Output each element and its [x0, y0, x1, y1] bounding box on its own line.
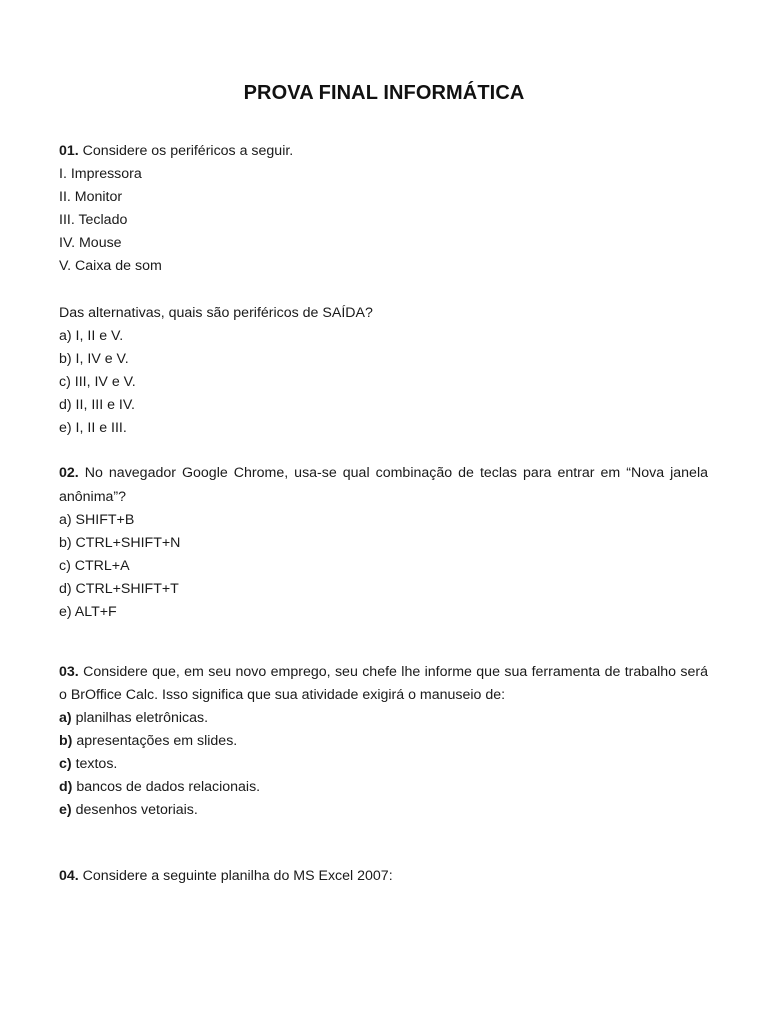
question-2-option: a) SHIFT+B — [59, 512, 135, 528]
question-1-option: c) III, IV e V. — [59, 374, 136, 390]
question-1-prompt: Das alternativas, quais são periféricos de SAÍDA? — [59, 305, 373, 321]
question-4-number: 04. — [59, 868, 79, 884]
question-2-option: e) ALT+F — [59, 604, 117, 620]
question-2-option: c) CTRL+A — [59, 558, 130, 574]
question-2-option: b) CTRL+SHIFT+N — [59, 535, 181, 551]
question-3-option-letter: b) — [59, 733, 73, 749]
question-3-option — [59, 755, 117, 773]
question-1-item: IV. Mouse — [59, 235, 122, 251]
question-3-option-text: bancos de dados relacionais. — [72, 779, 261, 795]
question-2-stem-line-2: anônima”? — [59, 489, 127, 505]
question-1-item: II. Monitor — [59, 189, 123, 205]
question-3-option — [59, 778, 260, 796]
question-3-option-letter: d) — [59, 779, 73, 795]
question-1-text: Considere os periféricos a seguir. — [78, 143, 294, 159]
question-1-option: e) I, II e III. — [59, 420, 127, 436]
question-2-text: No navegador Google Chrome, usa-se qual combinação de teclas para entrar em “Nova janela — [78, 465, 708, 481]
question-3-stem-line-1 — [59, 663, 708, 681]
page-title: PROVA FINAL INFORMÁTICA — [243, 82, 525, 104]
question-3-number: 03. — [59, 664, 79, 680]
question-1-stem — [59, 142, 293, 160]
question-1-item: V. Caixa de som — [59, 258, 162, 274]
question-2-stem-line-1 — [59, 464, 708, 482]
question-3-text: Considere que, em seu novo emprego, seu chefe lhe informe que sua ferramenta de trabalho será — [78, 664, 708, 680]
question-3-option-text: textos. — [71, 756, 118, 772]
question-1-option: b) I, IV e V. — [59, 351, 129, 367]
question-3-option — [59, 709, 208, 727]
question-3-option — [59, 801, 198, 819]
question-3-option-letter: c) — [59, 756, 72, 772]
question-3-option-letter: e) — [59, 802, 72, 818]
question-3-stem-line-2: o BrOffice Calc. Isso significa que sua atividade exigirá o manuseio de: — [59, 687, 506, 703]
question-3-option-text: desenhos vetoriais. — [71, 802, 198, 818]
question-2-number: 02. — [59, 465, 79, 481]
question-1-number: 01. — [59, 143, 79, 159]
question-3-option-letter: a) — [59, 710, 72, 726]
question-3-option-text: planilhas eletrônicas. — [71, 710, 209, 726]
question-1-option: d) II, III e IV. — [59, 397, 135, 413]
question-1-item: I. Impressora — [59, 166, 142, 182]
question-3-option-text: apresentações em slides. — [72, 733, 238, 749]
question-4-stem — [59, 867, 393, 885]
question-1-option: a) I, II e V. — [59, 328, 124, 344]
question-2-option: d) CTRL+SHIFT+T — [59, 581, 179, 597]
question-1-item: III. Teclado — [59, 212, 128, 228]
question-4-text: Considere a seguinte planilha do MS Excel 2007: — [78, 868, 393, 884]
question-3-option — [59, 732, 237, 750]
